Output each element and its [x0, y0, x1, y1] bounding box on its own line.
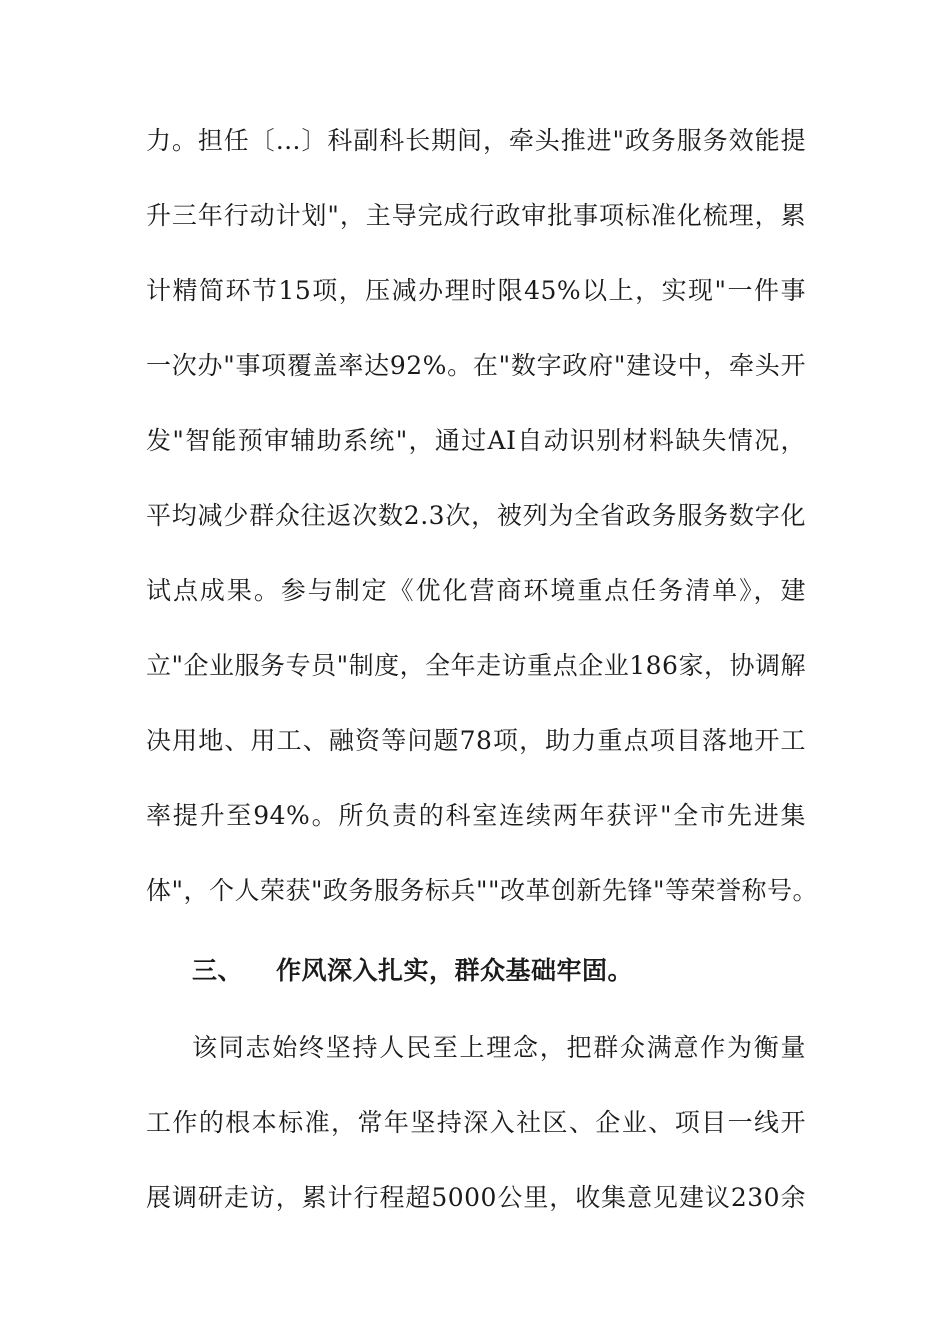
paragraph-line: 率提升至94%。所负责的科室连续两年获评"全市先进集: [146, 801, 806, 830]
section-heading: [192, 951, 633, 991]
paragraph-line: 展调研走访，累计行程超5000公里，收集意见建议230余: [146, 1183, 806, 1212]
paragraph-line: 该同志始终坚持人民至上理念，把群众满意作为衡量: [192, 1033, 806, 1062]
paragraph-line: 发"智能预审辅助系统"，通过AI自动识别材料缺失情况，: [146, 426, 806, 455]
paragraph-line: 决用地、用工、融资等问题78项，助力重点项目落地开工: [146, 726, 806, 755]
paragraph-line: 力。担任〔…〕科副科长期间，牵头推进"政务服务效能提: [146, 126, 806, 155]
section-number: 三、: [192, 956, 244, 985]
paragraph-line: 计精简环节15项，压减办理时限45%以上，实现"一件事: [146, 276, 806, 305]
paragraph-line: 试点成果。参与制定《优化营商环境重点任务清单》，建: [146, 576, 806, 605]
paragraph-line: 升三年行动计划"，主导完成行政审批事项标准化梳理，累: [146, 201, 806, 230]
paragraph-line: 工作的根本标准，常年坚持深入社区、企业、项目一线开: [146, 1108, 806, 1137]
paragraph-line: 一次办"事项覆盖率达92%。在"数字政府"建设中，牵头开: [146, 351, 806, 380]
paragraph-line: 体"，个人荣获"政务服务标兵""改革创新先锋"等荣誉称号。: [146, 876, 818, 905]
paragraph-line: 立"企业服务专员"制度，全年走访重点企业186家，协调解: [146, 651, 806, 680]
paragraph-line: 平均减少群众往返次数2.3次，被列为全省政务服务数字化: [146, 501, 806, 530]
section-title: 作风深入扎实，群众基础牢固。: [276, 956, 634, 985]
